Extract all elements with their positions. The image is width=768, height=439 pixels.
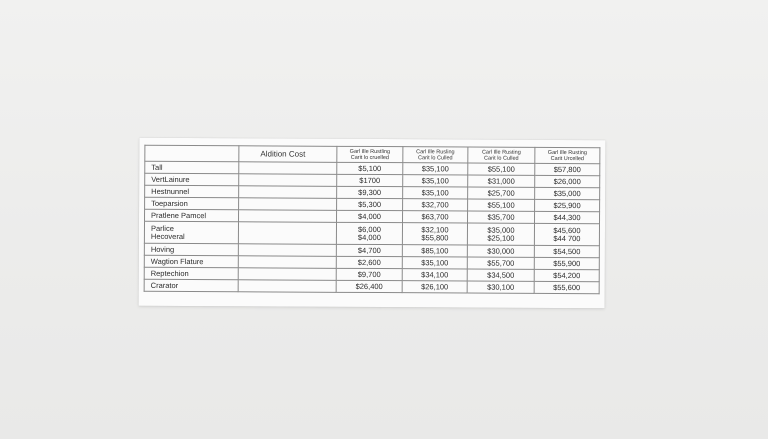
row-value-cell: [403, 163, 468, 175]
value-text: $1700: [359, 175, 381, 185]
item-label: Tall: [151, 162, 163, 172]
value-text: $31,000: [487, 176, 515, 186]
row-addition-cost-cell: [238, 244, 336, 257]
value-text: $55,100: [487, 164, 515, 174]
item-label: Hestnunnel: [151, 186, 190, 196]
row-value-cell: [336, 268, 402, 280]
row-value-cell: [534, 257, 599, 269]
value-text: $5,300: [358, 199, 382, 209]
row-value-cell: [336, 280, 402, 292]
header-addition-cost: Aldition Cost: [239, 146, 337, 163]
row-addition-cost-cell: [238, 268, 336, 281]
row-item-name: [145, 161, 239, 173]
value-text: $26,400: [355, 281, 383, 291]
header-item-column: [145, 145, 239, 161]
value-text: $35,000: [487, 225, 515, 235]
row-item-name: [144, 267, 238, 279]
value-text: $25,700: [487, 188, 515, 198]
row-value-cell: [468, 211, 535, 223]
header-line: Carit lo cruelled: [350, 154, 389, 161]
row-value-cell: [535, 211, 600, 223]
item-label: VertLainure: [151, 174, 190, 184]
value-text: $54,200: [553, 270, 581, 280]
value-text: $25,100: [487, 233, 515, 243]
value-text: $55,800: [421, 232, 449, 242]
header-line: Carit Urcelled: [550, 155, 585, 162]
value-text: $32,100: [421, 224, 449, 234]
row-addition-cost-cell: [239, 186, 337, 199]
item-label: Crarator: [150, 280, 179, 290]
row-value-cell: [535, 199, 600, 211]
row-value-cell: [467, 245, 534, 257]
header-value-column-3: [468, 147, 535, 163]
value-text: $57,800: [553, 164, 581, 174]
table-body: [144, 161, 600, 293]
row-addition-cost-cell: [238, 280, 336, 293]
value-text: $45,600: [553, 225, 581, 235]
value-text: $44 700: [553, 233, 581, 243]
row-value-cell: [337, 210, 403, 222]
value-text: $55,900: [553, 258, 581, 268]
table-row: [144, 221, 599, 245]
header-value-column-2: [403, 147, 468, 163]
value-text: $55,100: [487, 200, 515, 210]
row-value-cell: [402, 223, 467, 245]
row-value-cell: [402, 257, 467, 269]
row-addition-cost-cell: [238, 256, 336, 269]
row-value-cell: [468, 199, 535, 211]
item-label: Hecoveral: [150, 231, 185, 241]
row-value-cell: [337, 174, 403, 186]
row-value-cell: [467, 223, 534, 245]
header-line: Carit lo Culled: [484, 155, 519, 162]
item-label: Toeparsion: [151, 198, 188, 208]
row-value-cell: [467, 281, 534, 293]
row-value-cell: [336, 222, 402, 244]
row-value-cell: [403, 187, 468, 199]
row-addition-cost-cell: [239, 162, 337, 175]
row-value-cell: [403, 211, 468, 223]
value-text: $35,100: [421, 187, 449, 197]
row-value-cell: [337, 162, 403, 174]
value-text: $35,700: [487, 212, 515, 222]
header-line: Garl Ille Rusting: [547, 149, 587, 156]
item-label: Pratlene Pamcel: [151, 210, 207, 220]
row-value-cell: [402, 281, 467, 293]
value-text: $30,100: [487, 282, 515, 292]
row-value-cell: [402, 269, 467, 281]
row-item-name: [144, 279, 238, 291]
value-text: $30,000: [487, 246, 515, 256]
row-value-cell: [468, 175, 535, 187]
row-addition-cost-cell: [239, 210, 337, 223]
item-label: Reptechion: [150, 268, 189, 278]
row-value-cell: [336, 256, 402, 268]
value-text: $85,100: [421, 245, 449, 255]
item-label: Parlice: [150, 223, 174, 233]
row-value-cell: [534, 269, 599, 281]
value-text: $4,000: [358, 211, 382, 221]
value-text: $32,700: [421, 199, 449, 209]
header-value-column-4: [535, 147, 600, 163]
row-item-name: [144, 221, 238, 243]
value-text: $55,600: [553, 282, 581, 292]
row-addition-cost-cell: [239, 174, 337, 187]
row-item-name: [144, 243, 238, 255]
value-text: $2,600: [357, 257, 381, 267]
paper-sheet: [139, 138, 606, 308]
value-text: $9,300: [358, 187, 382, 197]
item-label: Hoving: [150, 244, 175, 254]
row-value-cell: [468, 163, 535, 175]
value-text: $35,100: [421, 163, 449, 173]
row-value-cell: [535, 163, 600, 175]
value-text: $26,000: [553, 176, 581, 186]
header-line: Garl Ille Rustling: [349, 148, 391, 155]
row-value-cell: [534, 223, 599, 245]
value-text: $35,100: [421, 175, 449, 185]
row-value-cell: [534, 281, 599, 293]
header-line: Carl Ille Rusling: [416, 148, 455, 155]
header-line: Carit lo Culled: [418, 154, 453, 161]
row-value-cell: [535, 175, 600, 187]
table-row: [144, 279, 599, 293]
value-text: $4,700: [357, 245, 381, 255]
value-text: $54,500: [553, 246, 581, 256]
value-text: $35,100: [421, 257, 449, 267]
value-text: $34,500: [487, 270, 515, 280]
value-text: $6,000: [357, 224, 381, 234]
row-value-cell: [336, 244, 402, 256]
row-value-cell: [337, 186, 403, 198]
value-text: $44,300: [553, 212, 581, 222]
value-text: $55,700: [487, 258, 515, 268]
item-label: Wagtion Flature: [150, 256, 204, 266]
row-value-cell: [402, 245, 467, 257]
row-item-name: [145, 209, 239, 221]
row-item-name: [145, 185, 239, 197]
row-value-cell: [534, 245, 599, 257]
header-value-column-1: [337, 146, 403, 162]
row-value-cell: [467, 269, 534, 281]
row-addition-cost-cell: [238, 222, 336, 245]
row-addition-cost-cell: [239, 198, 337, 211]
value-text: $26,100: [421, 281, 449, 291]
row-value-cell: [403, 175, 468, 187]
row-item-name: [144, 255, 238, 267]
row-value-cell: [403, 199, 468, 211]
value-text: $34,100: [421, 269, 449, 279]
value-text: $35,000: [553, 188, 581, 198]
value-text: $4,000: [357, 232, 381, 242]
value-text: $63,700: [421, 211, 449, 221]
row-value-cell: [467, 257, 534, 269]
value-text: $9,700: [357, 269, 381, 279]
value-text: $5,100: [358, 163, 382, 173]
row-item-name: [145, 197, 239, 209]
header-line: Carl Ille Rusting: [481, 149, 521, 156]
cost-table: [144, 145, 601, 294]
row-item-name: [145, 173, 239, 185]
value-text: $25,900: [553, 200, 581, 210]
row-value-cell: [337, 198, 403, 210]
row-value-cell: [468, 187, 535, 199]
row-value-cell: [535, 187, 600, 199]
